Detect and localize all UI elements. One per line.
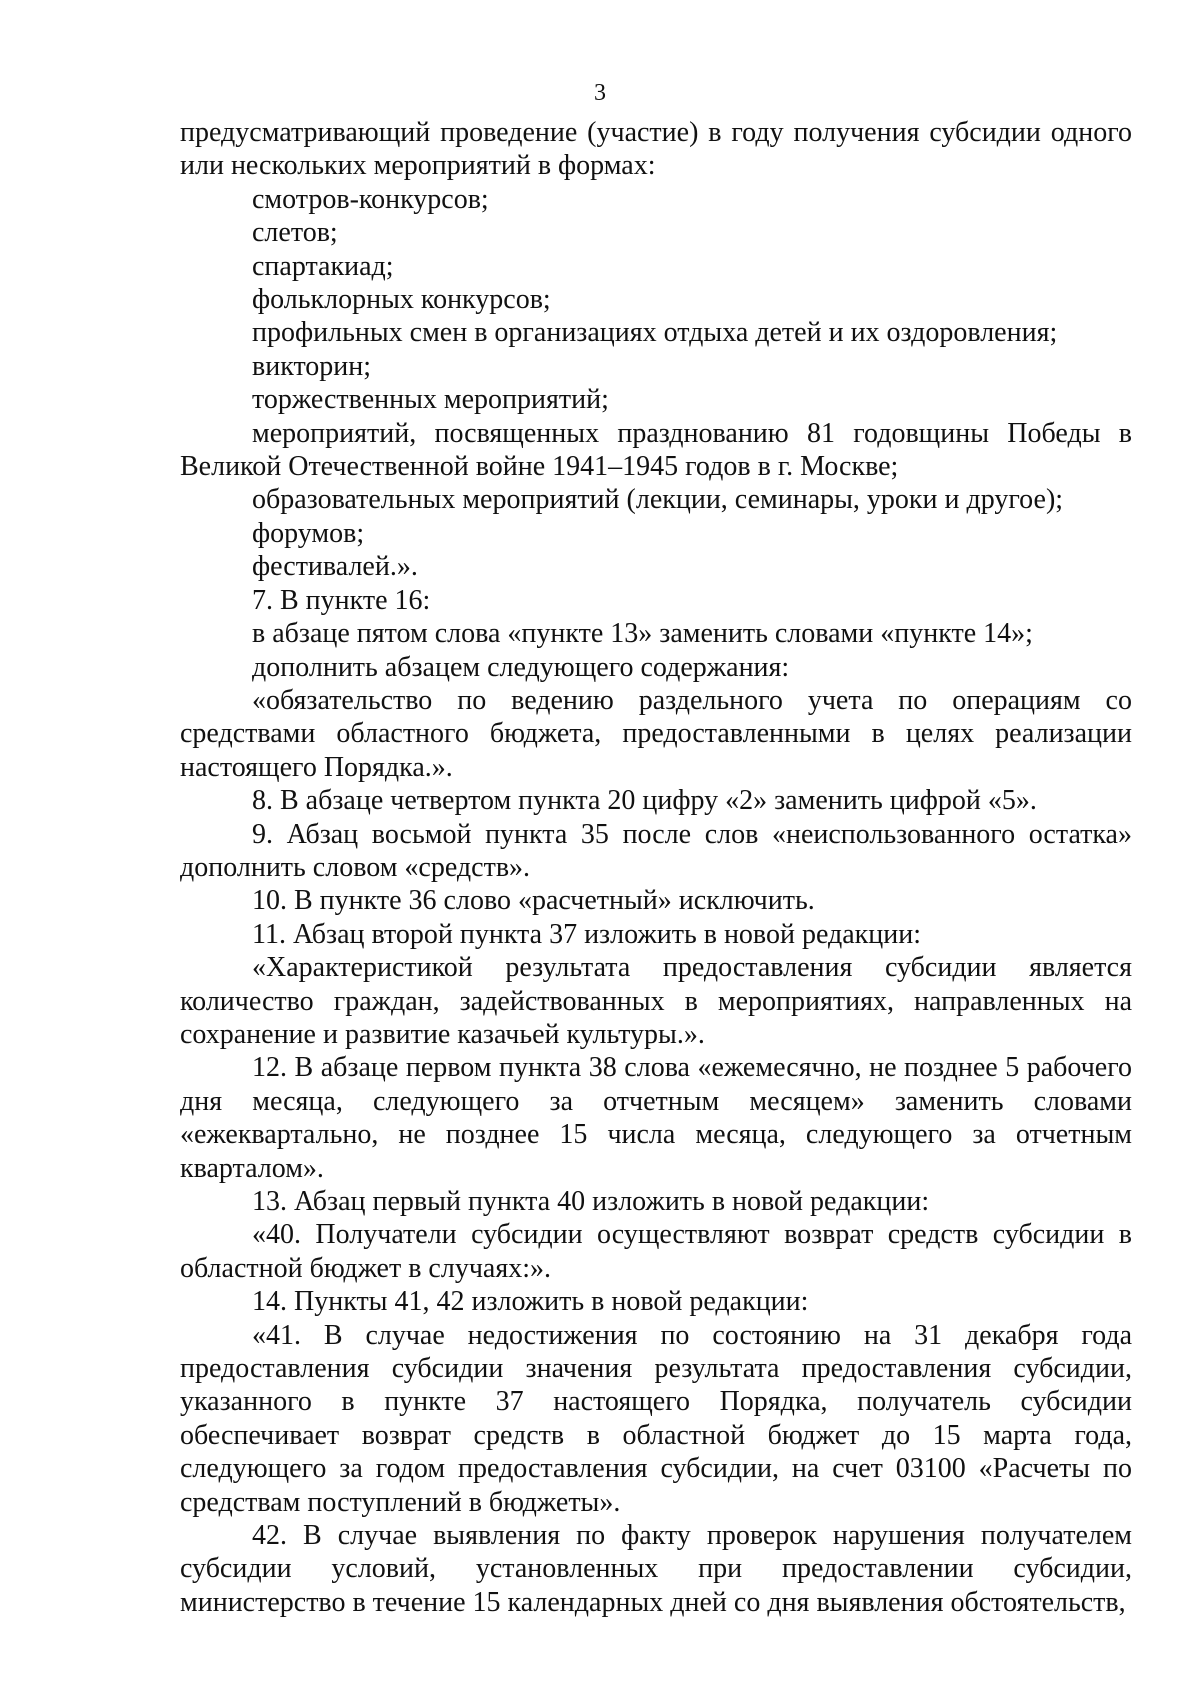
paragraph: 11. Абзац второй пункта 37 изложить в новой редакции: [252, 918, 922, 950]
paragraph: мероприятий, посвященных празднованию 81 годовщины Победы в Великой Отечественной войне 1941–1945 годов в г. Москве; [180, 417, 1132, 483]
paragraph: образовательных мероприятий (лекции, семинары, уроки и другое); [252, 484, 1064, 516]
paragraph: викторин; [252, 350, 372, 382]
paragraph: форумов; [252, 517, 365, 549]
paragraph: в абзаце пятом слова «пункте 13» заменить словами «пункте 14»; [252, 618, 1033, 650]
paragraph: профильных смен в организациях отдыха детей и их оздоровления; [252, 317, 1058, 349]
paragraph: дополнить абзацем следующего содержания: [252, 651, 790, 683]
paragraph: 12. В абзаце первом пункта 38 слова «ежемесячно, не позднее 5 рабочего дня месяца, следующего за отчетным месяцем» заменить словами «ежеквартально, не позднее 15 числа месяца, следующего за отчетным кварталом». [180, 1052, 1132, 1184]
paragraph: фестивалей.». [252, 551, 418, 583]
paragraph: спартакиад; [252, 250, 394, 282]
paragraph: 8. В абзаце четвертом пункта 20 цифру «2» заменить цифрой «5». [252, 785, 1037, 817]
paragraph: «обязательство по ведению раздельного учета по операциям со средствами областного бюджета, предоставленными в целях реализации настоящего Порядка.». [180, 684, 1132, 783]
paragraph: смотров-конкурсов; [252, 183, 489, 215]
paragraph: фольклорных конкурсов; [252, 284, 551, 316]
paragraph: 14. Пункты 41, 42 изложить в новой редакции: [252, 1286, 809, 1318]
paragraph: 10. В пункте 36 слово «расчетный» исключить. [252, 885, 815, 917]
page-number: 3 [594, 80, 606, 106]
paragraph: слетов; [252, 217, 338, 249]
document-body [180, 116, 1132, 1619]
paragraph: 9. Абзац восьмой пункта 35 после слов «неиспользованного остатка» дополнить словом «средств». [180, 818, 1132, 883]
paragraph: «40. Получатели субсидии осуществляют возврат средств субсидии в областной бюджет в случаях:». [180, 1219, 1132, 1284]
paragraph: «Характеристикой результата предоставления субсидии является количество граждан, задействованных в мероприятиях, направленных на сохранение и развитие казачьей культуры.». [180, 952, 1132, 1050]
paragraph: «41. В случае недостижения по состоянию на 31 декабря года предоставления субсидии значения результата предоставления субсидии, указанного в пункте 37 настоящего Порядка, получатель субсидии обеспечивает возврат средств в областной бюджет до 15 марта года, следующего за годом предоставления субсидии, на счет 03100 «Расчеты по средствам поступлений в бюджеты». [180, 1319, 1132, 1518]
paragraph: 13. Абзац первый пункта 40 изложить в новой редакции: [252, 1186, 930, 1217]
paragraph: 42. В случае выявления по факту проверок нарушения получателем субсидии условий, установленных при предоставлении субсидии, министерство в течение 15 календарных дней со дня выявления обстоятельств, [180, 1520, 1132, 1618]
paragraph: предусматривающий проведение (участие) в году получения субсидии одного или нескольких мероприятий в формах: [180, 117, 1132, 182]
paragraph: 7. В пункте 16: [252, 584, 431, 616]
paragraph: торжественных мероприятий; [252, 384, 609, 416]
